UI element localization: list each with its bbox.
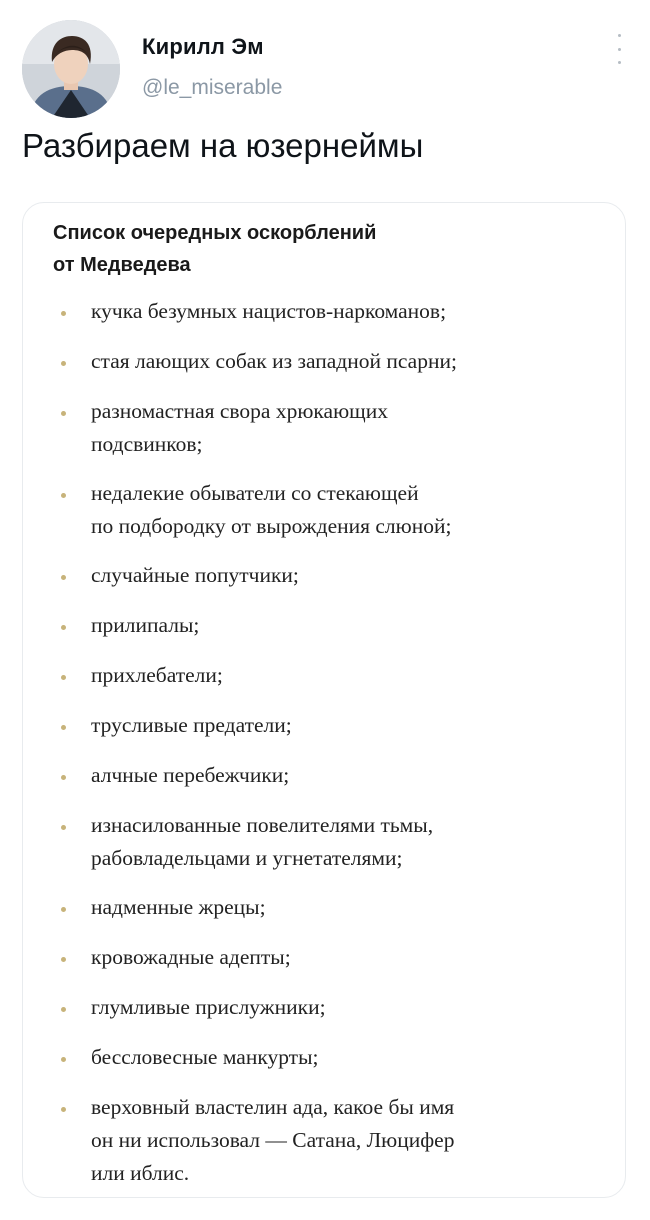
tweet-header [22,20,632,120]
bullet-icon [61,311,66,316]
list-item-line: трусливые предатели; [91,713,292,737]
bullet-icon [61,907,66,912]
list-item-text [91,891,266,924]
author-handle[interactable]: @le_miserable [142,76,283,99]
list-item-line: изнасилованные повелителями тьмы, [91,813,434,837]
list-item-line: кровожадные адепты; [91,945,291,969]
list-item-line: по подбородку от вырождения слюной; [91,514,452,538]
bullet-icon [61,957,66,962]
avatar[interactable] [22,20,120,118]
list-item-line: надменные жрецы; [91,895,266,919]
list-item-text [91,659,223,692]
list-item-text [91,295,446,328]
avatar-image [22,20,120,118]
bullet-icon [61,1107,66,1112]
card-title-line: от Медведева [53,254,191,276]
list-item-text [91,1041,319,1074]
list-item-text [91,395,388,461]
list-item-text [91,477,451,543]
bullet-icon [61,411,66,416]
list-item-line: прилипалы; [91,613,200,637]
bullet-icon [61,725,66,730]
list-item-line: или иблис. [91,1161,190,1185]
bullet-icon [61,575,66,580]
list-item-line: подсвинков; [91,432,203,456]
bullet-icon [61,361,66,366]
card-title-line: Список очередных оскорблений [53,222,377,244]
list-item-line: разномастная свора хрюкающих [91,399,388,423]
tweet-text: Разбираем на юзернеймы [22,127,424,164]
list-item-text [91,345,457,378]
list-item-text [91,709,292,742]
bullet-icon [61,493,66,498]
bullet-icon [61,1007,66,1012]
bullet-icon [61,675,66,680]
list-item-line: бессловесные манкурты; [91,1045,319,1069]
bullet-icon [61,775,66,780]
list-item-line: он ни использовал — Сатана, Люцифер [91,1128,455,1152]
list-item-line: верховный властелин ада, какое бы имя [91,1095,455,1119]
list-item-text [91,559,299,592]
bullet-icon [61,825,66,830]
bullet-icon [61,625,66,630]
list-item-text [91,759,289,792]
list-item-line: алчные перебежчики; [91,763,290,787]
author-name[interactable]: Кирилл Эм [142,34,264,59]
card-title [53,217,376,281]
more-options-icon[interactable] [612,34,626,64]
list-item-line: случайные попутчики; [91,563,299,587]
list-item-text [91,609,199,642]
list-item-line: стая лающих собак из западной псарни; [91,349,457,373]
tweet-media-card[interactable] [22,202,626,1198]
list-item-text [91,809,433,875]
bullet-icon [61,1057,66,1062]
list-item-text [91,941,291,974]
list-item-line: недалекие обыватели со стекающей [91,481,419,505]
list-item-text [91,991,326,1024]
list-item-line: кучка безумных нацистов-наркоманов; [91,299,447,323]
list-item-line: глумливые прислужники; [91,995,326,1019]
list-item-text [91,1091,454,1190]
list-item-line: прихлебатели; [91,663,223,687]
list-item-line: рабовладельцами и угнетателями; [91,846,403,870]
